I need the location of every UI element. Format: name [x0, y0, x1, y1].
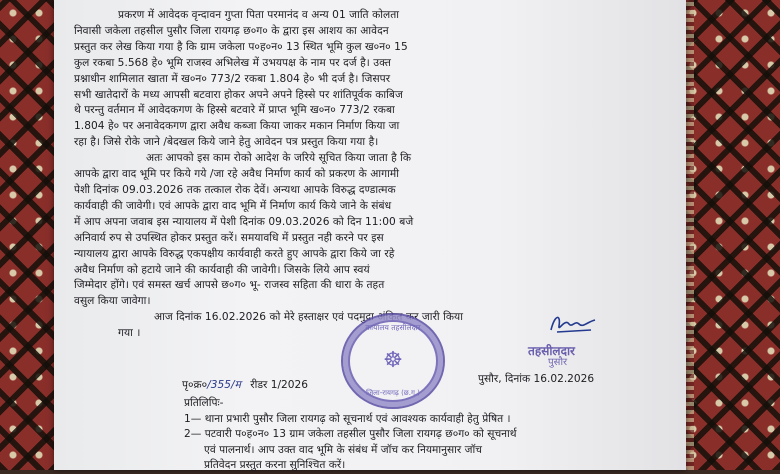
body-line: अतः आपको इस काम रोको आदेश के जरिये सूचित किया जाता है कि: [146, 152, 412, 165]
place-date: पुसौर, दिनांक 16.02.2026: [478, 373, 595, 385]
body-line: प्रकरण में आवेदक वृन्दावन गुप्ता पिता परमानंद व अन्य 01 जाति कोलता: [118, 9, 400, 21]
body-line: निवासी जकेला तहसील पुसौर जिला रायगढ़ छ०ग० के द्वारा इस आशय का आवेदन: [74, 24, 389, 37]
body-line: गया ।: [118, 327, 141, 340]
body-line: वसुल किया जावेगा।: [74, 295, 151, 308]
body-line: जिम्मेदार होंगे। एवं समस्त खर्च आपसे छ०ग० भू- राजस्व सहिता की धारा के तहत: [74, 279, 385, 292]
reference-line: [182, 378, 308, 392]
body-line: में आप अपना जवाब इस न्यायालय में पेशी दिनांक 09.03.2026 को दिन 11:00 बजे: [74, 215, 414, 228]
background-fabric-left: [0, 0, 56, 470]
body-line: पेशी दिनांक 09.03.2026 तक तत्काल रोक देवें। अन्यथा आपके विरुद्ध दण्डात्मक: [74, 183, 396, 196]
case-ref-label: पृ०क्र०: [182, 379, 208, 391]
body-line: आज दिनांक 16.02.2026 को मेरे हस्ताक्षर एवं पदमुद्रा अंकित कर जारी किया: [154, 311, 463, 324]
copy-item: एवं पालनार्थ। आप उक्त वाद भूमि के संबंध में जॉच कर नियमानुसार जॉच: [204, 443, 482, 456]
signature-mark: [547, 310, 599, 336]
document-body: [74, 0, 674, 342]
case-ref-handwritten: /355/म: [207, 379, 241, 391]
copy-section: [184, 396, 654, 474]
body-line: सभी खातेदारों के मध्य आपसी बटवारा होकर अपने अपने हिस्से पर शांतिपूर्वक काबिज: [74, 88, 403, 101]
copy-item: प्रतिवेदन प्रस्तुत करना सुनिश्चित करें।: [204, 459, 346, 471]
body-line: रहा है। जिसे रोके जाने /बेदखल किये जाने हेतु आवेदन पत्र प्रस्तुत किया गया है।: [74, 136, 379, 149]
background-fabric-right: [680, 0, 780, 470]
body-line: कुल रकबा 5.568 हे० भूमि राजस्व अभिलेख में उभयपक्ष के नाम पर दर्ज है। उक्त: [74, 56, 391, 69]
office-seal: [341, 313, 445, 409]
officer-place: पुसौर: [548, 357, 568, 368]
emblem-icon: ☸: [383, 348, 403, 373]
seal-bottom-text: जिला-रायगढ़ (छ.ग.): [366, 389, 420, 397]
seal-top-text: कार्यालय तहसीलदार: [365, 323, 421, 332]
body-line: थे परन्तु वर्तमान में आवेदकगण के हिस्से बटवारे में प्राप्त भूमि ख०न० 773/2 रकबा: [74, 104, 395, 117]
body-line: न्यायालय द्वारा आपके विरुद्ध एकपक्षीय कार्यवाही करते हुए आपके द्वारा किये जा रहे: [74, 247, 395, 260]
reader-value: 1/2026: [270, 379, 308, 391]
body-line: अवैध निर्माण को हटाये जाने की कार्यवाही की जावेगी। जिसके लिये आप स्वयं: [74, 263, 370, 276]
body-line: अनिवार्य रुप से उपस्थित होकर प्रस्तुत करें। समयावधि में प्रस्तुत नही करने पर इस: [74, 231, 384, 244]
copy-heading: प्रतिलिपिः-: [184, 397, 224, 409]
body-line: 1.804 हे० पर अनावेदकगण द्वारा अवैध कब्जा किया जाकर मकान निर्माण किया जा: [74, 120, 400, 133]
copy-item: 1— थाना प्रभारी पुसौर जिला रायगढ़ को सूचनार्थ एवं आवश्यक कार्यवाही हेतु प्रेषित ।: [184, 412, 511, 425]
body-line: कार्यवाही की जावेगी। एवं आपके द्वारा वाद भूमि में निर्माण कार्य किये जाने के संबंध: [74, 199, 392, 212]
copy-item: 2— पटवारी प०ह०न० 13 ग्राम जकेला तहसील पुसौर जिला रायगढ़ छ०ग० को सूचनार्थ: [184, 428, 517, 440]
body-line: आपके द्वारा वाद भूमि पर किये गये /जा रहे अवैध निर्माण कार्य को प्रकरण के आगामी: [74, 168, 400, 181]
officer-stamp: तहसीलदार: [528, 344, 575, 358]
body-line: प्रश्नाधीन शामिलात खाता में ख०न० 773/2 रकबा 1.804 हे० भी दर्ज है। जिसपर: [74, 72, 391, 85]
body-line: प्रस्तुत कर लेख किया गया है कि ग्राम जकेला प०ह०न० 13 स्थित भूमि कुल ख०न० 15: [74, 40, 408, 53]
reader-label: रीडर: [250, 379, 268, 391]
